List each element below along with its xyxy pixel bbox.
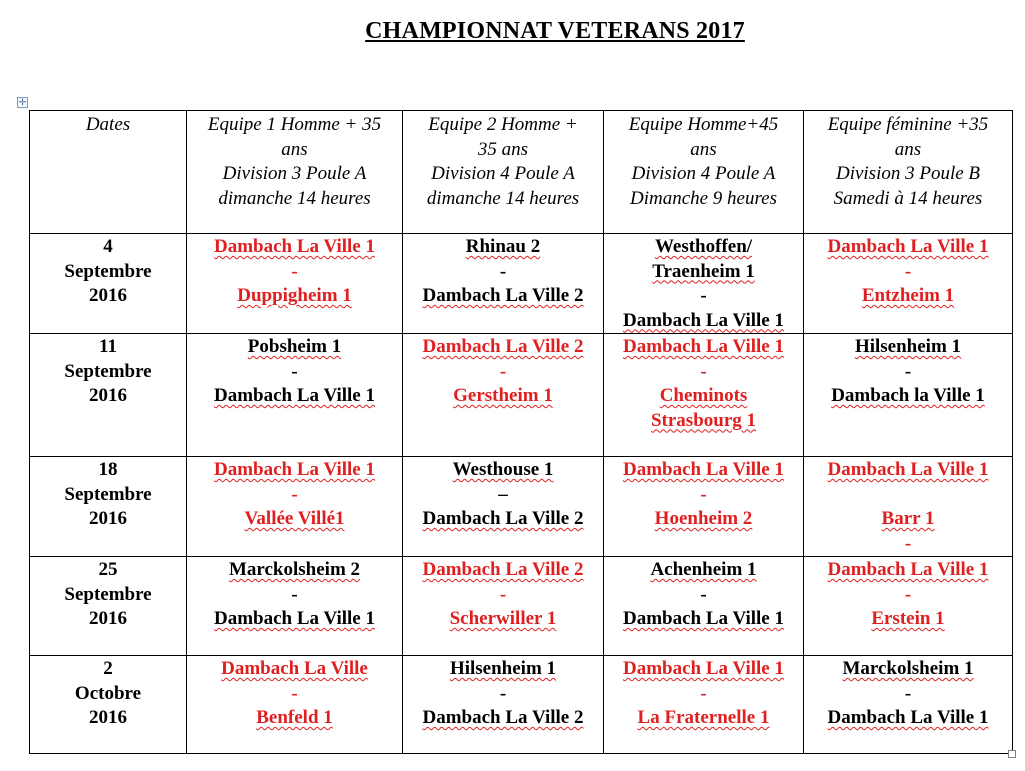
cell-line: 2016: [89, 608, 127, 629]
cell-line: Dambach La Ville 1: [827, 559, 989, 580]
table-row: [30, 334, 1013, 457]
cell-line: ans: [281, 138, 308, 160]
cell-line: 4: [103, 236, 113, 257]
cell-line: -: [904, 532, 912, 554]
match-cell: [403, 457, 604, 557]
cell-line: Scherwiller 1: [449, 608, 557, 629]
cell-line: Rhinau 2: [465, 236, 541, 257]
match-cell: [187, 457, 403, 557]
cell-line: Dambach La Ville 1: [214, 459, 375, 480]
cell-line: -: [291, 682, 298, 704]
table-row: [30, 234, 1013, 334]
match-cell: [804, 557, 1013, 656]
cell-line: Septembre: [64, 483, 152, 505]
cell-line: 11: [99, 336, 117, 357]
cell-line: Septembre: [64, 360, 152, 382]
match-cell: [403, 234, 604, 334]
cell-line: Dambach La Ville 1: [214, 236, 375, 257]
document-title: CHAMPIONNAT VETERANS 2017: [365, 18, 745, 44]
cell-line: Dambach La Ville 1: [827, 707, 989, 728]
cell-line: 2016: [89, 707, 127, 728]
cell-line: Dambach La Ville 1: [623, 608, 784, 629]
cell-line: 2016: [89, 508, 127, 529]
date-cell: [30, 457, 187, 557]
cell-line: -: [700, 483, 707, 505]
cell-line: Cheminots: [659, 385, 748, 406]
cell-line: -: [291, 583, 298, 605]
cell-line: Westhouse 1: [452, 459, 554, 480]
cell-line: Division 3 Poule B: [835, 163, 981, 184]
cell-line: -: [700, 285, 707, 306]
cell-line: 2: [103, 658, 113, 679]
schedule-table: [29, 110, 1013, 754]
cell-line: 18: [98, 459, 118, 480]
cell-line: Septembre: [64, 260, 152, 282]
cell-line: -: [904, 360, 912, 382]
cell-line: -: [291, 260, 298, 282]
resize-handle-icon[interactable]: [1008, 750, 1016, 758]
cell-line: Dambach La Ville 2: [422, 285, 584, 306]
cell-line: [804, 483, 1012, 508]
cell-line: Hoenheim 2: [654, 508, 753, 529]
cell-line: Marckolsheim 2: [228, 559, 361, 580]
cell-line: -: [499, 260, 507, 282]
cell-line: Dambach La Ville 1: [827, 459, 989, 480]
cell-line: Hilsenheim 1: [449, 658, 557, 679]
cell-line: Strasbourg 1: [650, 409, 757, 431]
cell-line: ans: [894, 138, 922, 160]
cell-line: -: [291, 483, 298, 505]
cell-line: Dambach La Ville 2: [422, 336, 584, 357]
cell-line: Septembre: [64, 583, 152, 605]
cell-line: Division 4 Poule A: [631, 163, 776, 184]
match-cell: [604, 334, 804, 457]
cell-line: -: [904, 682, 912, 704]
table-row: [30, 557, 1013, 656]
cell-line: Barr 1: [881, 508, 935, 529]
cell-line: -: [904, 260, 912, 282]
match-cell: [804, 656, 1013, 754]
match-cell: [187, 656, 403, 754]
cell-line: Dambach La Ville 1: [827, 236, 989, 257]
cell-line: -: [700, 360, 707, 382]
match-cell: [187, 557, 403, 656]
cell-line: Dambach La Ville 2: [422, 508, 584, 529]
column-header: [604, 111, 804, 234]
cell-line: Vallée Villé1: [244, 508, 345, 529]
date-cell: [30, 557, 187, 656]
cell-line: -: [291, 360, 298, 382]
match-cell: [604, 457, 804, 557]
cell-line: Dambach La Ville 2: [422, 707, 584, 728]
cell-line: Dambach La Ville 1: [623, 459, 784, 480]
cell-line: Dambach La Ville 1: [623, 336, 784, 357]
column-header: [804, 111, 1013, 234]
cell-line: Equipe 1 Homme + 35: [207, 114, 382, 135]
date-cell: [30, 656, 187, 754]
date-cell: [30, 234, 187, 334]
cell-line: Gerstheim 1: [453, 385, 553, 406]
cell-line: –: [498, 483, 508, 505]
table-row: [30, 457, 1013, 557]
cell-line: Octobre: [74, 682, 142, 704]
cell-line: Duppigheim 1: [237, 285, 352, 306]
match-cell: [604, 557, 804, 656]
cell-line: Equipe féminine +35: [827, 114, 989, 135]
match-cell: [604, 656, 804, 754]
cell-line: Equipe 2 Homme +: [428, 114, 578, 135]
cell-line: dimanche 14 heures: [218, 187, 371, 209]
cell-line: Marckolsheim 1: [842, 658, 974, 679]
match-cell: [187, 234, 403, 334]
cell-line: Achenheim 1: [650, 559, 757, 580]
cell-line: Dambach La Ville 2: [422, 559, 584, 580]
header-row: [30, 111, 1013, 234]
cell-line: -: [700, 682, 707, 704]
cell-line: Dambach La Ville 1: [214, 608, 375, 629]
cell-line: Benfeld 1: [256, 707, 333, 728]
match-cell: [804, 457, 1013, 557]
match-cell: [403, 557, 604, 656]
column-header: [403, 111, 604, 234]
cell-line: -: [499, 682, 507, 704]
cell-line: dimanche 14 heures: [426, 187, 580, 209]
cell-line: Westhoffen/: [654, 236, 753, 257]
cell-line: -: [904, 583, 912, 605]
table-row: [30, 656, 1013, 754]
cell-line: Hilsenheim 1: [854, 336, 962, 357]
cell-line: Dambach La Ville: [221, 658, 368, 679]
cell-line: 2016: [89, 385, 127, 406]
match-cell: [403, 334, 604, 457]
cell-line: -: [700, 583, 707, 605]
cell-line: -: [499, 360, 507, 382]
cell-line: Entzheim 1: [861, 285, 955, 306]
match-cell: [604, 234, 804, 334]
match-cell: [804, 234, 1013, 334]
cell-line: Dambach la Ville 1: [831, 385, 985, 406]
cell-line: Division 3 Poule A: [222, 163, 367, 184]
cell-line: Dimanche 9 heures: [629, 187, 778, 209]
match-cell: [187, 334, 403, 457]
cell-line: Samedi à 14 heures: [833, 187, 983, 209]
cell-line: Pobsheim 1: [247, 336, 342, 357]
cell-line: Traenheim 1: [652, 260, 755, 282]
column-header: [30, 111, 187, 234]
cell-line: ans: [690, 138, 717, 160]
cell-line: Equipe Homme+45: [628, 114, 779, 135]
date-cell: [30, 334, 187, 457]
cell-line: -: [499, 583, 507, 605]
match-cell: [403, 656, 604, 754]
cell-line: Dambach La Ville 1: [214, 385, 375, 406]
cell-line: Erstein 1: [871, 608, 945, 629]
cell-line: 35 ans: [477, 138, 529, 160]
cell-line: 2016: [89, 285, 127, 306]
cell-line: Dambach La Ville 1: [623, 658, 784, 679]
cell-line: Dates: [85, 114, 131, 135]
cell-line: La Fraternelle 1: [637, 707, 770, 728]
cell-line: Division 4 Poule A: [431, 163, 575, 184]
match-cell: [804, 334, 1013, 457]
move-handle-icon[interactable]: ✛: [18, 97, 27, 107]
cell-line: Dambach La Ville 1: [623, 309, 784, 331]
column-header: [187, 111, 403, 234]
cell-line: 25: [98, 559, 118, 580]
